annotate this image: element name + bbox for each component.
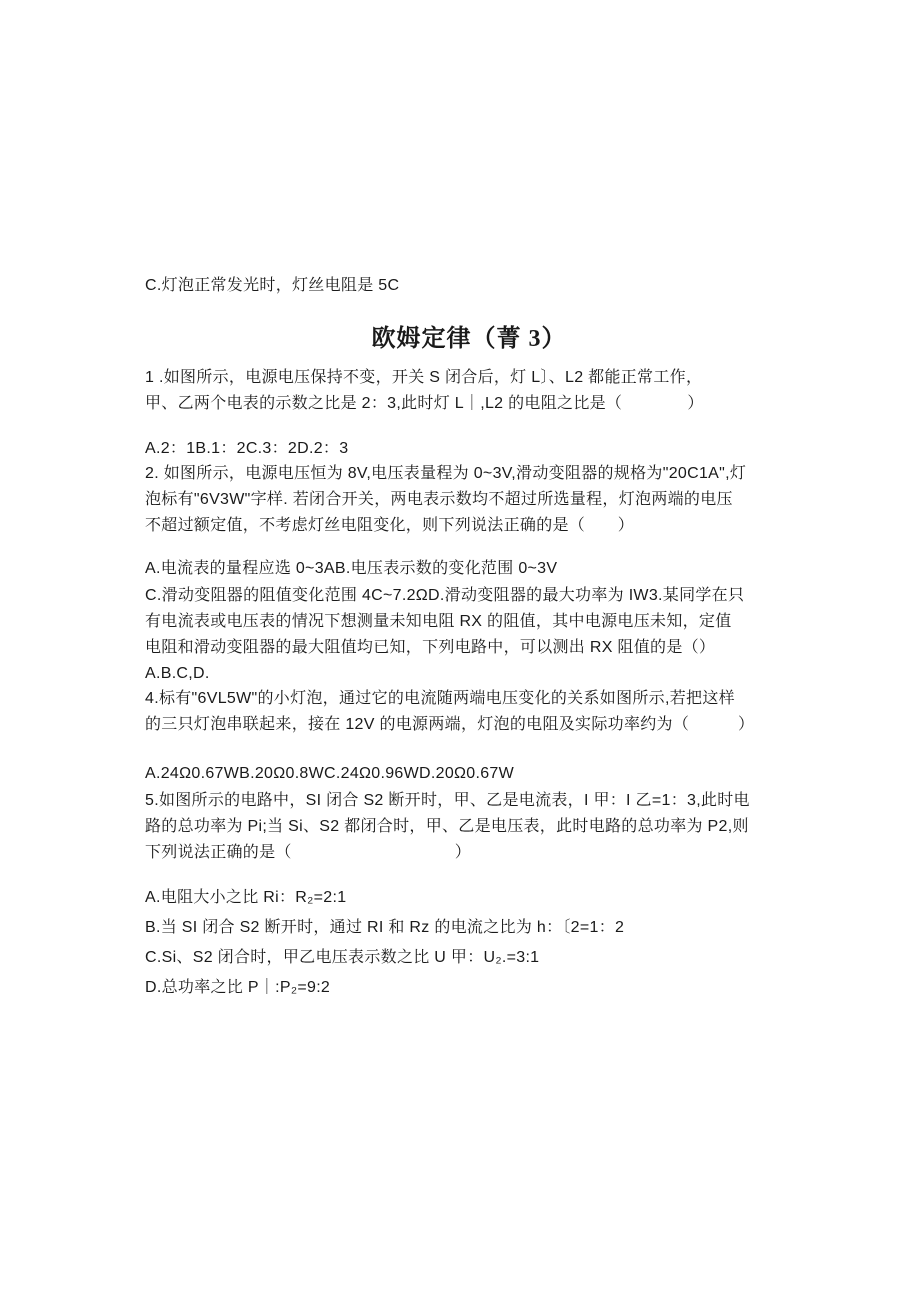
worksheet-title: 欧姆定律（菁 3） bbox=[371, 326, 567, 352]
previous-question-option-c: C.灯泡正常发光时，灯丝电阻是 5C bbox=[145, 277, 400, 294]
question-3-line-2: 有电流表或电压表的情况下想测量未知电阻 RX 的阻值，其中电源电压未知，定值 bbox=[145, 613, 732, 630]
question-4-stem bbox=[145, 686, 810, 738]
question-5-stem-line-2: 路的总功率为 Pi;当 Si、S2 都闭合时，甲、乙是电压表，此时电路的总功率为 P2,则 bbox=[145, 818, 749, 835]
question-5-option-c: C.Si、S2 闭合时，甲乙电压表示数之比 U 甲：U₂.=3:1 bbox=[145, 949, 540, 966]
question-1-stem-line-1: 1 .如图所示，电源电压保持不变，开关 S 闭合后，灯 L〕、L2 都能正常工作， bbox=[145, 369, 703, 386]
question-5-stem bbox=[145, 788, 810, 866]
question-3-line-3: 电阻和滑动变阻器的最大阻值均已知，下列电路中，可以测出 RX 阻值的是（） bbox=[145, 639, 716, 656]
question-4-stem-line-2: 的三只灯泡串联起来，接在 12V 的电源两端，灯泡的电阻及实际功率约为（ ） bbox=[145, 716, 755, 733]
question-2-stem bbox=[145, 461, 810, 539]
question-5-option-a: A.电阻大小之比 Ri：R₂=2:1 bbox=[145, 889, 347, 906]
question-5-option-d: D.总功率之比 P｜:P₂=9:2 bbox=[145, 979, 331, 996]
question-2-options-cd-question-3-line-1: C.滑动变阻器的阻值变化范围 4C~7.2ΩD.滑动变阻器的最大功率为 IW3.某同学在只 bbox=[145, 587, 745, 604]
question-2-stem-line-1: 2. 如图所示，电源电压恒为 8V,电压表量程为 0~3V,滑动变阻器的规格为"20C1A",灯 bbox=[145, 465, 747, 482]
question-5-stem-line-3: 下列说法正确的是（ ） bbox=[145, 844, 472, 861]
question-5-option-b: B.当 SI 闭合 S2 断开时，通过 RI 和 Rz 的电流之比为 h：〔2=1：2 bbox=[145, 919, 625, 936]
question-2-stem-line-3: 不超过额定值，不考虑灯丝电阻变化，则下列说法正确的是（ ） bbox=[145, 517, 635, 534]
question-3-options: A.B.C,D. bbox=[145, 665, 210, 682]
question-2-options-cd-and-question-3 bbox=[145, 583, 810, 687]
question-1-stem-line-2: 甲、乙两个电表的示数之比是 2：3,此时灯 L｜,L2 的电阻之比是（ ） bbox=[145, 395, 704, 412]
question-1-options: A.2：1B.1：2C.3：2D.2：3 bbox=[145, 440, 349, 457]
question-5-stem-line-1: 5.如图所示的电路中，SI 闭合 S2 断开时，甲、乙是电流表，I 甲：I 乙=1：3,此时电 bbox=[145, 792, 750, 809]
question-2-options-ab: A.电流表的量程应选 0~3AB.电压表示数的变化范围 0~3V bbox=[145, 560, 558, 577]
question-5-options bbox=[145, 883, 810, 1003]
question-4-options: A.24Ω0.67WB.20Ω0.8WC.24Ω0.96WD.20Ω0.67W bbox=[145, 765, 515, 782]
question-1-stem bbox=[145, 365, 810, 417]
question-4-stem-line-1: 4.标有"6VL5W"的小灯泡，通过它的电流随两端电压变化的关系如图所示,若把这样 bbox=[145, 690, 735, 707]
question-2-stem-line-2: 泡标有"6V3W"字样. 若闭合开关，两电表示数均不超过所选量程，灯泡两端的电压 bbox=[145, 491, 733, 508]
